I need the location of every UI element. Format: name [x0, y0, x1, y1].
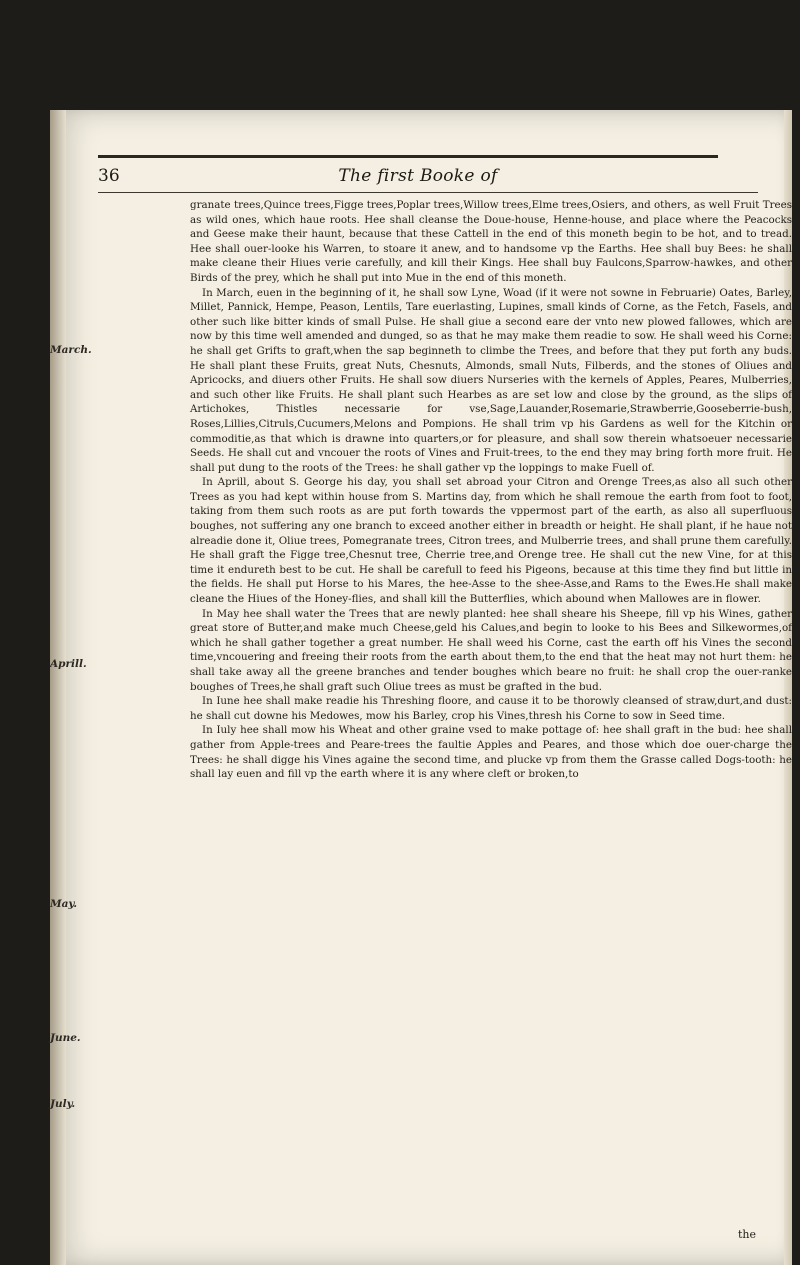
running-title: The first Booke of [338, 166, 498, 186]
margin-note-march: March. [50, 344, 92, 356]
paragraph-april: In Aprill, about S. George his day, you shall set abroad your Citron and Orenge Trees,as also all such other Trees as you had kept within house from S. Martins day, from which he shall remoue the earth from foot to foot, taking from them such roots as are put forth towards the vppermost part of the earth, as also all superfluous boughes, not suffering any one branch to exceed another either in breadth or height. He shall plant, if he haue not alreadie done it, Oliue trees, Pomegranate trees, Citron trees, and Mulberrie trees, and shall prune them carefully. He shall graft the Figge tree,Chesnut tree, Cherrie tree,and Orenge tree. He shall cut the new Vine, for at this time it endureth best to be cut. He shall be carefull to feed his Pigeons, because at this time they find but little in the fields. He shall put Horse to his Mares, the hee-Asse to the shee-Asse,and Rams to the Ewes.He shall make cleane the Hiues of the Honey-flies, and shall kill the Butterflies, which abound when Mallowes are in flower. [190, 476, 792, 606]
margin-note-june: June. [50, 1032, 81, 1044]
paragraph-july: In Iuly hee shall mow his Wheat and other graine vsed to make pottage of: hee shall graft in the bud: hee shall gather from Apple-trees and Peare-trees the faultie Apples and Peares, and those which doe ouer-charge the Trees: he shall digge his Vines againe the second time, and plucke vp from them the Grasse called Dogs-tooth: he shall lay euen and fill vp the earth where it is any where cleft or broken,to [190, 724, 792, 781]
paragraph-may: In May hee shall water the Trees that are newly planted: hee shall sheare his Sheepe, fill vp his Wines, gather great store of Butter,and make much Cheese,geld his Calues,and begin to looke to his Bees and Silkewormes,of which he shall gather together a great number. He shall weed his Corne, cast the earth off his Vines the second time,vncouering and freeing their roots from the earth about them,to the end that the heat may not hurt them: he shall take away all the greene branches and tender boughes which beare no fruit: he shall crop the ouer-ranke boughes of Trees,he shall graft such Oliue trees as must be grafted in the bud. [190, 607, 792, 693]
header-rule [98, 192, 758, 193]
margin-note-july: July. [50, 1098, 76, 1110]
paragraph-march: In March, euen in the beginning of it, he shall sow Lyne, Woad (if it were not sowne in Februarie) Oates, Barley, Millet, Pannick, Hempe, Peason, Lentils, Tare euerlasting, Lupines, small kinds of Corne, as the Fetch, Fasels, and other such like bitter kinds of small Pulse. He shall giue a second eare der vnto new plowed fallowes, which are now by this time well amended and dunged, so as that he may make them readie to sow. He shall weed his Corne: he shall get Grifts to graft,when the sap beginneth to climbe the Trees, and before that they put forth any buds. He shall plant these Fruits, great Nuts, Chesnuts, Almonds, small Nuts, Filberds, and the stones of Oliues and Apricocks, and diuers other Fruits. He shall sow diuers Nurseries with the kernels of Apples, Peares, Mulberries, and such other like Fruits. He shall plant such Hearbes as are set low and close by the ground, as the slips of Artichokes, Thistles necessarie for vse,Sage,Lauander,Rosemarie,Strawberrie,Gooseberrie-bush, Roses,Lillies,Citruls,Cucumers,Melons and Pompions. He shall trim vp his Gardens as well for the Kitchin or commoditie,as that which is drawne into quarters,or for pleasure, and shall sow therein whatsoeuer necessarie Seeds. He shall cut and vncouer the roots of Vines and Fruit-trees, to the end they may bring forth more fruit. He shall put dung to the roots of the Trees: he shall gather vp the loppings to make Fuell of. [190, 286, 792, 474]
book-page [50, 110, 792, 1265]
page-gutter [50, 110, 66, 1265]
body-text [190, 198, 792, 782]
page-number: 36 [98, 166, 120, 186]
page-header [98, 160, 738, 196]
margin-note-may: May. [50, 898, 77, 910]
margin-note-april: Aprill. [50, 658, 87, 670]
paragraph-june: In Iune hee shall make readie his Threshing floore, and cause it to be thorowly cleansed of straw,durt,and dust: he shall cut downe his Medowes, mow his Barley, crop his Vines,thresh his Corne to sow in Seed time. [190, 695, 792, 722]
catchword: the [737, 1228, 756, 1241]
paragraph-intro: granate trees,Quince trees,Figge trees,Poplar trees,Willow trees,Elme trees,Osiers, and others, as well Fruit Trees as wild ones, which haue roots. Hee shall cleanse the Doue-house, Henne-house, and place where the Peacocks and Geese make their haunt, because that these Cattell in the end of this moneth begin to be hot, and to tread. Hee shall ouer-looke his Warren, to stoare it anew, and to handsome vp the Earths. Hee shall buy Bees: he shall make cleane their Hiues verie carefully, and kill their Kings. Hee shall buy Faulcons,Sparrow-hawkes, and other Birds of the prey, which he shall put into Mue in the end of this moneth. [190, 199, 792, 284]
top-border-rule [98, 155, 718, 158]
